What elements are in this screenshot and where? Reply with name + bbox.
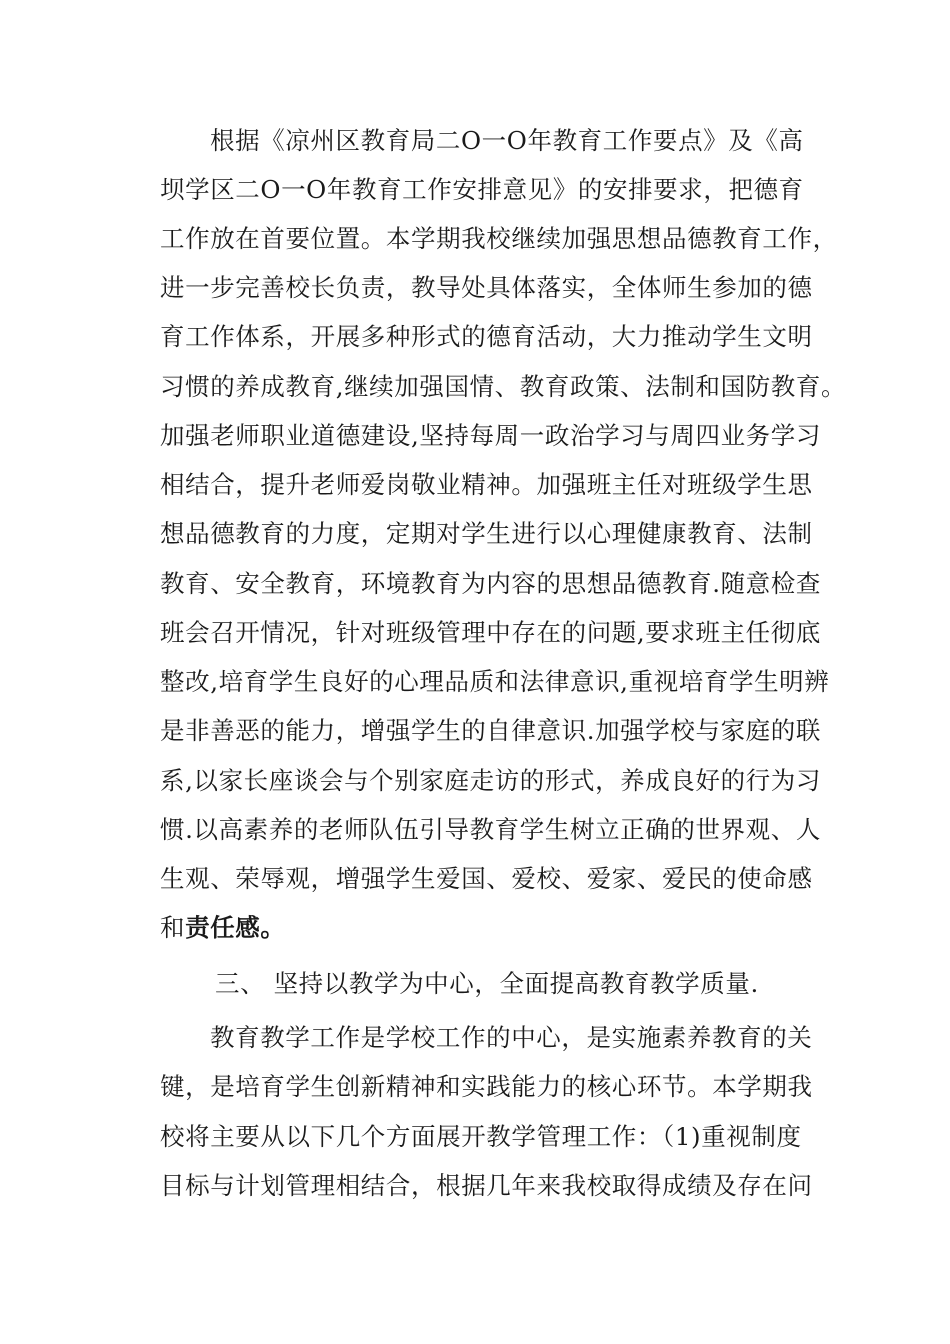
section-heading: 三、 坚持以教学为中心，全面提高教育教学质量.: [215, 969, 759, 998]
bold-phrase: 责任感。: [185, 913, 286, 942]
text-line-last: [160, 908, 286, 948]
text-line: 工作放在首要位置。本学期我校继续加强思想品德教育工作，: [160, 224, 838, 253]
text-line-prefix: 和: [160, 913, 186, 942]
text-line: 想品德教育的力度，定期对学生进行以心理健康教育、法制: [160, 519, 813, 548]
text-line: 系,以家长座谈会与个别家庭走访的形式，养成良好的行为习: [160, 766, 821, 795]
text-line: 教育、安全教育，环境教育为内容的思想品德教育.随意检查: [160, 569, 821, 598]
text-line: 加强老师职业道德建设,坚持每周一政治学习与周四业务学习: [160, 421, 821, 450]
text-line: 坝学区二O一O年教育工作安排意见》的安排要求，把德育: [160, 175, 804, 204]
text-line: 进一步完善校长负责，教导处具体落实，全体师生参加的德: [160, 273, 813, 302]
text-line: 目标与计划管理相结合，根据几年来我校取得成绩及存在问: [160, 1171, 813, 1200]
text-line: 是非善恶的能力，增强学生的自律意识.加强学校与家庭的联: [160, 716, 821, 745]
text-line: 班会召开情况，针对班级管理中存在的问题,要求班主任彻底: [160, 618, 821, 647]
text-line: 整改,培育学生良好的心理品质和法律意识,重视培育学生明辨: [160, 667, 830, 696]
text-line: 校将主要从以下几个方面展开教学管理工作：（1)重视制度: [160, 1122, 802, 1151]
text-line: 惯.以高素养的老师队伍引导教育学生树立正确的世界观、人: [160, 815, 821, 844]
text-line: 生观、荣辱观，增强学生爱国、爱校、爱家、爱民的使命感: [160, 864, 813, 893]
text-line: 键，是培育学生创新精神和实践能力的核心环节。本学期我: [160, 1072, 813, 1101]
text-line: 育工作体系，开展多种形式的德育活动，大力推动学生文明: [160, 322, 813, 351]
text-line: 教育教学工作是学校工作的中心，是实施素养教育的关: [210, 1023, 813, 1052]
text-line: 根据《凉州区教育局二O一O年教育工作要点》及《高: [210, 126, 804, 155]
text-line: 习惯的养成教育,继续加强国情、教育政策、法制和国防教育。: [160, 372, 847, 401]
text-line: 相结合，提升老师爱岗敬业精神。加强班主任对班级学生思: [160, 470, 813, 499]
